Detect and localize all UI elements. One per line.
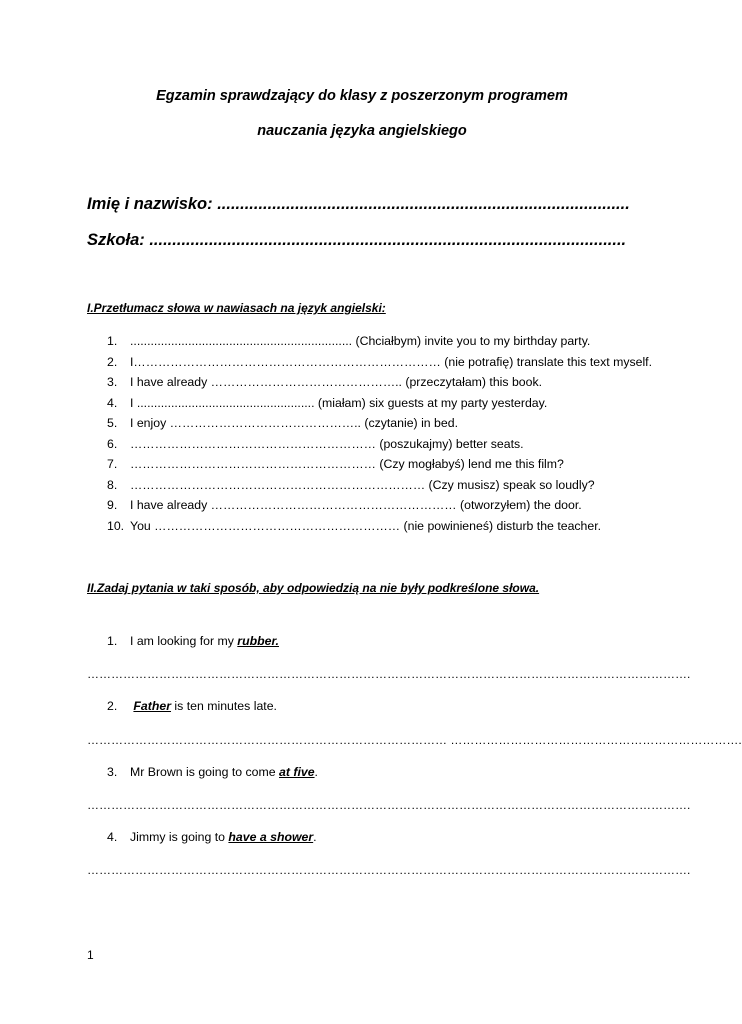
- page-number: 1: [87, 948, 94, 962]
- question-text-after: .: [314, 765, 318, 779]
- question-text: [130, 765, 318, 779]
- item-text: …………………………………………………… (Czy mogłabyś) lend me this film?: [130, 457, 564, 471]
- translation-exercise-list: [0, 331, 724, 536]
- list-item: [0, 393, 724, 414]
- item-number: 8.: [107, 477, 118, 492]
- question-number: 4.: [107, 830, 118, 844]
- answer-line-4: …………………………………………………………………………………………………………………………………….: [87, 863, 691, 877]
- question-text-before: I am looking for my: [130, 634, 238, 648]
- question-number: 1.: [107, 634, 118, 648]
- list-item: [0, 434, 724, 455]
- item-number: 7.: [107, 457, 118, 471]
- item-text: I .................................................... (miałam) six guests at my party yesterday.: [130, 395, 548, 410]
- item-number: 4.: [107, 395, 118, 410]
- item-number: 9.: [107, 498, 118, 512]
- answer-line-1: …………………………………………………………………………………………………………………………………….: [87, 667, 691, 681]
- item-number: 10.: [107, 518, 125, 533]
- item-number: 5.: [107, 416, 118, 430]
- item-text: I………………………………………………………………… (nie potrafię) translate this text myself.: [130, 354, 653, 369]
- underlined-word: rubber.: [237, 634, 279, 648]
- list-item: [0, 372, 724, 393]
- list-item: [0, 516, 724, 537]
- list-item: [0, 454, 724, 475]
- item-text: You …………………………………………………… (nie powinieneś) disturb the teacher.: [130, 518, 602, 533]
- question-text: [130, 699, 277, 713]
- question-text-after: is ten minutes late.: [171, 699, 277, 713]
- underlined-word: have a shower: [228, 830, 314, 844]
- question-number: 2.: [107, 699, 118, 713]
- list-item: [0, 413, 724, 434]
- question-text: [130, 634, 279, 648]
- question-number: 3.: [107, 765, 118, 779]
- item-text: ……………………………………………………………… (Czy musisz) speak so loudly?: [130, 477, 595, 492]
- question-text-before: Jimmy is going to: [130, 830, 229, 844]
- question-text-after: .: [313, 830, 317, 844]
- underlined-word: at five: [279, 765, 315, 779]
- item-text: I enjoy ……………………………………….. (czytanie) in bed.: [130, 416, 458, 430]
- answer-line-2: ……………………………………………………………………………… ……………………………………………………………….: [87, 733, 742, 747]
- item-text: ................................................................. (Chciałbym) invite you to my birthday party.: [130, 334, 591, 348]
- list-item: [0, 475, 724, 496]
- list-item: [0, 331, 724, 352]
- name-field: Imię i nazwisko: ..........................................................................................: [87, 195, 630, 213]
- item-text: I have already ……………………………………….. (przeczytałam) this book.: [130, 375, 543, 389]
- question-text-before: Mr Brown is going to come: [130, 765, 279, 779]
- answer-line-3: …………………………………………………………………………………………………………………………………….: [87, 798, 691, 812]
- exam-title-line-1: Egzamin sprawdzający do klasy z poszerzonym programem: [156, 88, 568, 104]
- exam-title-line-2: nauczania języka angielskiego: [257, 123, 467, 139]
- item-number: 1.: [107, 334, 118, 348]
- item-text: …………………………………………………… (poszukajmy) better seats.: [130, 436, 524, 451]
- underlined-word: Father: [133, 699, 172, 713]
- item-text: I have already …………………………………………………… (otworzyłem) the door.: [130, 498, 582, 512]
- section-1-heading: I.Przetłumacz słowa w nawiasach na język angielski:: [87, 301, 386, 315]
- school-field: Szkoła: ........................................................................................................: [87, 231, 627, 249]
- item-number: 2.: [107, 354, 118, 369]
- section-2-heading: II.Zadaj pytania w taki sposób, aby odpowiedzią na nie były podkreślone słowa.: [87, 581, 540, 595]
- list-item: [0, 352, 724, 373]
- item-number: 3.: [107, 375, 118, 389]
- list-item: [0, 495, 724, 516]
- item-number: 6.: [107, 436, 118, 451]
- question-text: [130, 830, 317, 844]
